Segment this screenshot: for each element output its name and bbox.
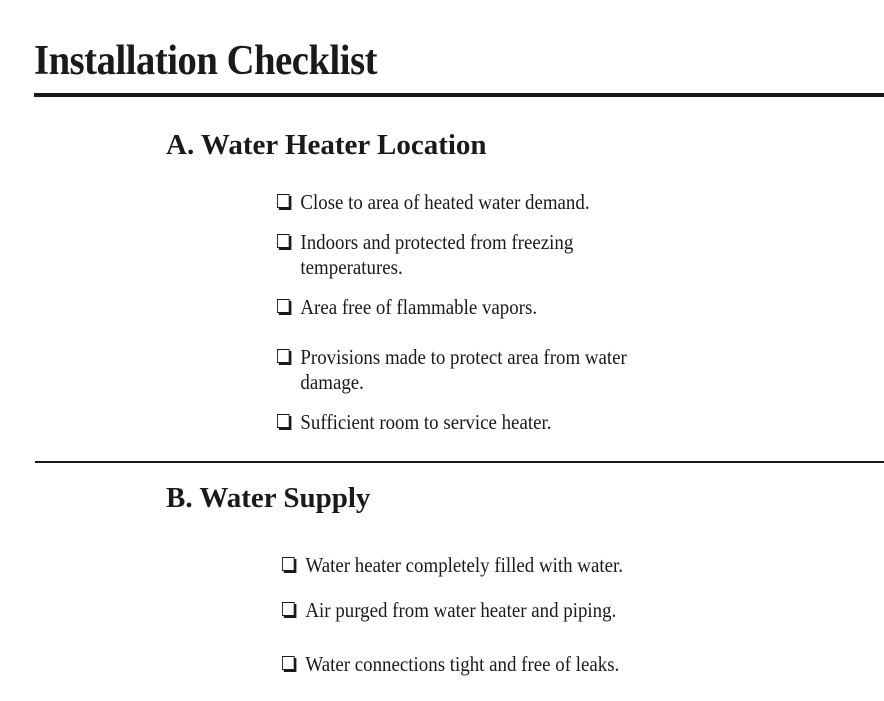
checklist-item-label: Sufficient room to service heater. xyxy=(300,410,552,434)
section-heading-water-supply: B. Water Supply xyxy=(166,482,371,514)
checkbox-icon[interactable] xyxy=(277,299,290,313)
checklist-item-label: Water heater completely filled with water. xyxy=(305,553,623,577)
section-divider xyxy=(35,461,884,463)
checkbox-icon[interactable] xyxy=(277,194,290,208)
checklist-item-label: Water connections tight and free of leaks. xyxy=(305,652,620,676)
checklist-item[interactable] xyxy=(282,553,683,578)
checklist-item[interactable] xyxy=(277,190,651,215)
checklist-item[interactable] xyxy=(282,652,683,677)
checklist-item[interactable] xyxy=(277,230,651,280)
checkbox-icon[interactable] xyxy=(282,557,295,571)
checklist-item[interactable] xyxy=(282,598,683,623)
checkbox-icon[interactable] xyxy=(282,656,295,670)
checklist-item-label: Air purged from water heater and piping. xyxy=(305,598,617,622)
section-heading-water-heater-location: A. Water Heater Location xyxy=(166,129,487,161)
checklist-item-label: Indoors and protected from freezing temperatures. xyxy=(300,230,574,279)
checklist-item[interactable] xyxy=(277,345,678,395)
checklist-item-label: Area free of flammable vapors. xyxy=(300,295,538,319)
checkbox-icon[interactable] xyxy=(277,234,290,248)
title-divider xyxy=(34,93,884,97)
checklist-item-label: Provisions made to protect area from water damage. xyxy=(300,345,627,394)
checkbox-icon[interactable] xyxy=(282,602,295,616)
page-title: Installation Checklist xyxy=(34,38,378,84)
checkbox-icon[interactable] xyxy=(277,349,290,363)
checklist-item[interactable] xyxy=(277,295,651,320)
checklist-item-label: Close to area of heated water demand. xyxy=(300,190,590,214)
checklist-item[interactable] xyxy=(277,410,651,435)
checkbox-icon[interactable] xyxy=(277,414,290,428)
